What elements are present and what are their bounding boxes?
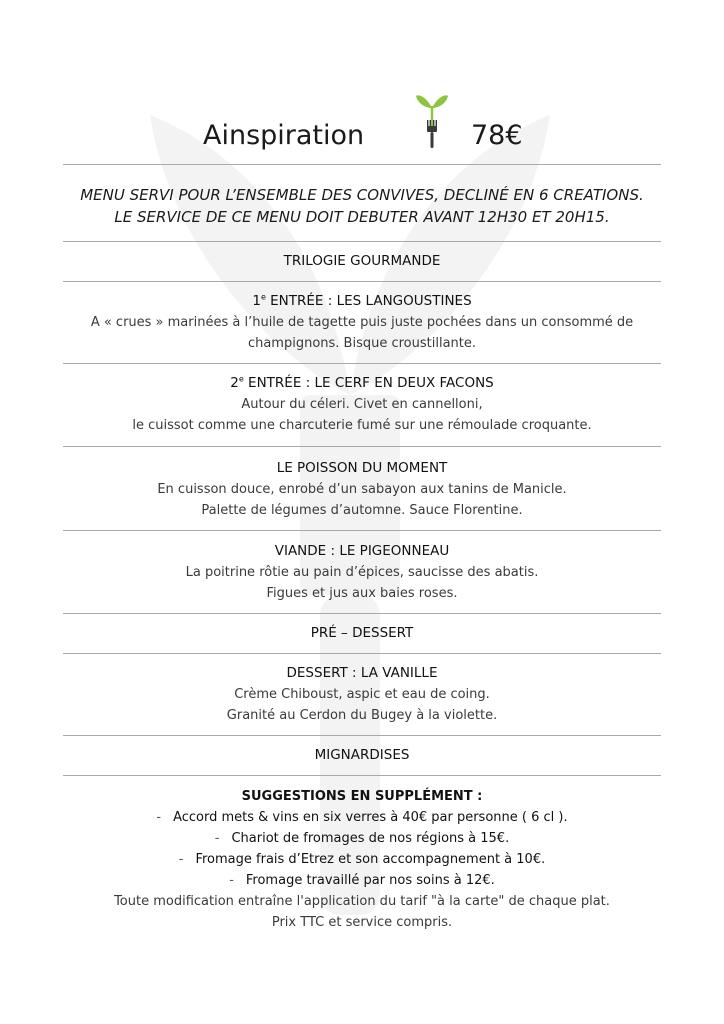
section-entree-2 [0, 373, 724, 436]
course-number: 1 [252, 293, 261, 309]
divider [63, 530, 661, 531]
course-description-line: le cuissot comme une charcuterie fumé sur une rémoulade croquante. [132, 418, 592, 433]
modification-note: Toute modification entraîne l'application du tarif "à la carte" de chaque plat. [114, 894, 610, 909]
course-description-line: Crème Chiboust, aspic et eau de coing. [234, 687, 490, 702]
section-title: LE POISSON DU MOMENT [276, 460, 448, 476]
intro-line-2: LE SERVICE DE CE MENU DOIT DEBUTER AVANT 12H30 ET 20H15. [114, 208, 610, 226]
suggestion-item [0, 807, 724, 828]
suggestion-item [0, 849, 724, 870]
divider [63, 775, 661, 776]
bullet-dash: - [156, 810, 162, 825]
section-viande [0, 541, 724, 604]
course-description-line: champignons. Bisque croustillante. [247, 336, 477, 351]
course-title: ENTRÉE : LES LANGOUSTINES [265, 293, 472, 309]
suggestions-title: SUGGESTIONS EN SUPPLÉMENT : [241, 789, 483, 804]
course-description-line: A « crues » marinées à l’huile de tagette puis juste pochées dans un consommé de [90, 315, 634, 330]
menu-header [0, 88, 724, 158]
suggestions-block [0, 786, 724, 933]
section-title: DESSERT : LA VANILLE [286, 665, 438, 681]
course-ordinal: e [260, 292, 266, 302]
divider [63, 281, 661, 282]
section-pre-dessert [0, 623, 724, 644]
suggestion-item [0, 870, 724, 891]
divider [63, 446, 661, 447]
divider [63, 241, 661, 242]
course-description-line: La poitrine rôtie au pain d’épices, saucisse des abatis. [185, 565, 539, 580]
price-note: Prix TTC et service compris. [271, 915, 453, 930]
suggestion-text: Fromage travaillé par nos soins à 12€. [245, 873, 495, 888]
course-ordinal: e [238, 374, 244, 384]
suggestion-item [0, 828, 724, 849]
section-mignardises [0, 745, 724, 766]
section-dessert [0, 663, 724, 726]
course-title: ENTRÉE : LE CERF EN DEUX FACONS [243, 375, 494, 391]
section-trilogie [0, 251, 724, 272]
suggestion-text: Chariot de fromages de nos régions à 15€. [231, 831, 510, 846]
section-title [0, 373, 724, 394]
course-description-line: Palette de légumes d’automne. Sauce Florentine. [201, 503, 523, 518]
bullet-dash: - [229, 873, 234, 888]
sprout-fork-logo-icon [414, 88, 450, 150]
suggestion-text: Accord mets & vins en six verres à 40€ par personne ( 6 cl ). [173, 810, 568, 825]
section-title: TRILOGIE GOURMANDE [283, 253, 441, 269]
suggestion-text: Fromage frais d’Etrez et son accompagnement à 10€. [195, 852, 546, 867]
divider [63, 653, 661, 654]
divider [63, 363, 661, 364]
bullet-dash: - [214, 831, 220, 846]
section-entree-1 [0, 291, 724, 354]
course-description-line: Autour du céleri. Civet en cannelloni, [241, 397, 483, 412]
divider [63, 613, 661, 614]
course-description-line: Granité au Cerdon du Bugey à la violette. [226, 708, 498, 723]
section-title: VIANDE : LE PIGEONNEAU [274, 543, 450, 559]
divider [63, 735, 661, 736]
course-description-line: En cuisson douce, enrobé d’un sabayon aux tanins de Manicle. [157, 482, 567, 497]
section-poisson [0, 458, 724, 521]
intro-line-1: MENU SERVI POUR L’ENSEMBLE DES CONVIVES, DECLINÉ EN 6 CREATIONS. [80, 186, 644, 204]
section-title: MIGNARDISES [314, 747, 410, 763]
section-title [0, 291, 724, 312]
menu-intro [0, 184, 724, 228]
section-title: PRÉ – DESSERT [310, 625, 414, 641]
course-number: 2 [230, 375, 239, 391]
menu-title: Ainspiration [203, 120, 365, 151]
divider [63, 164, 661, 165]
menu-price: 78€ [471, 120, 523, 151]
bullet-dash: - [178, 852, 184, 867]
course-description-line: Figues et jus aux baies roses. [266, 586, 458, 601]
